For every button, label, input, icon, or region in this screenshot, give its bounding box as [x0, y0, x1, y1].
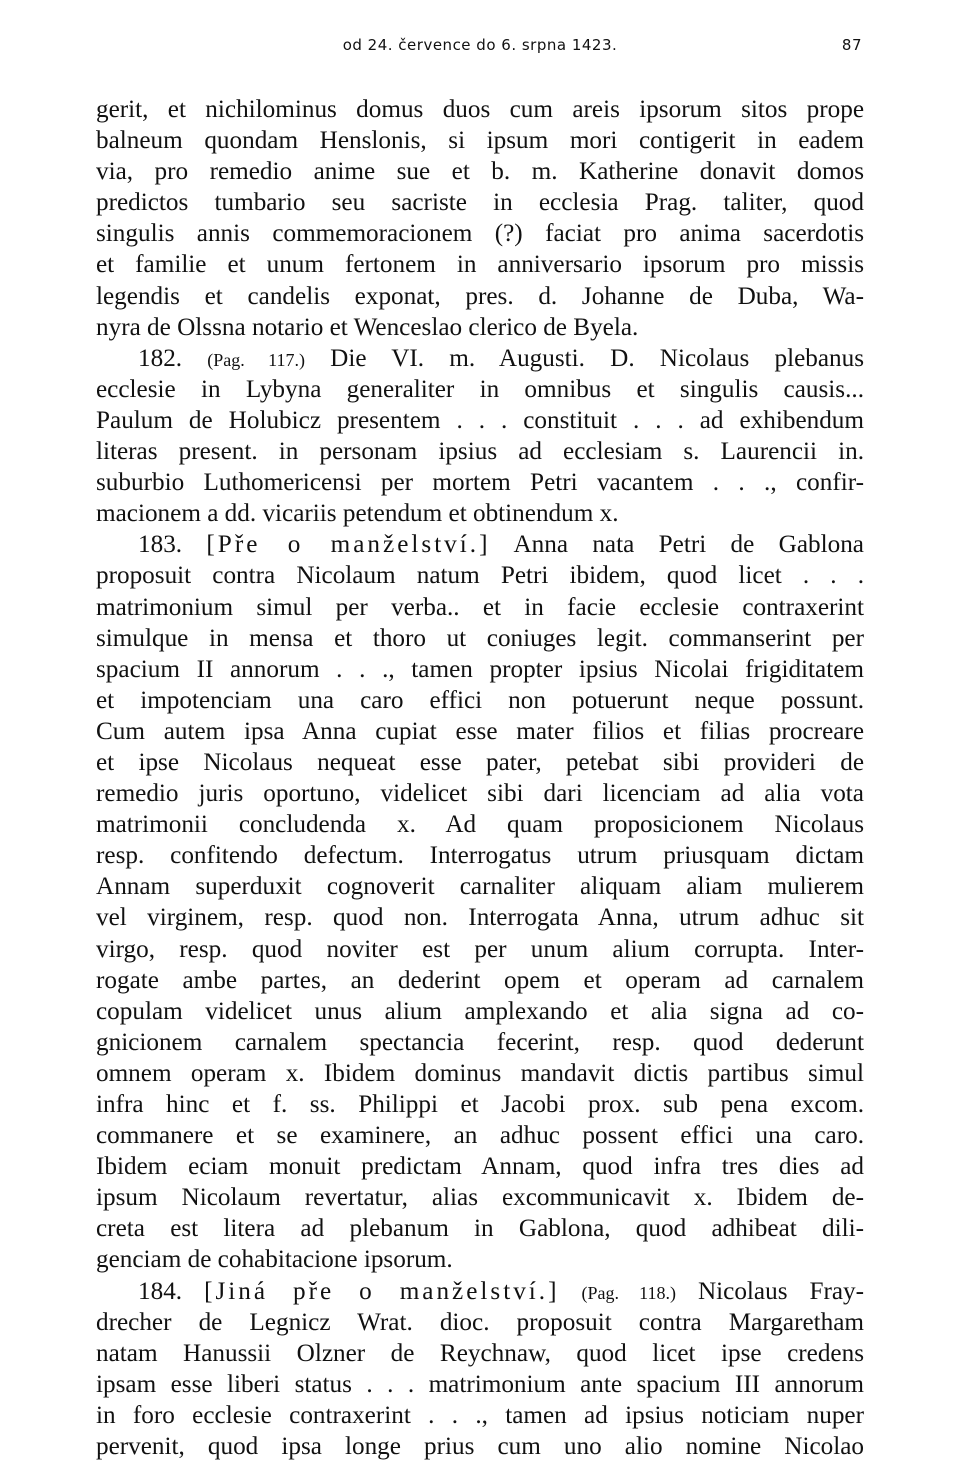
text-line: ipsum Nicolaum revertatur, alias excommunicavit x. Ibidem de-	[96, 1184, 864, 1212]
text-line: legendis et candelis exponat, pres. d. Johanne de Duba, Wa-	[96, 282, 864, 310]
entry-first-line	[96, 343, 864, 374]
entry-183	[96, 529, 864, 1275]
text-line: macionem a dd. vicariis petendum et obtinendum x.	[96, 500, 619, 528]
text-line: literas present. in personam ipsius ad ecclesiam s. Laurencii in.	[96, 438, 864, 466]
running-head	[96, 36, 864, 66]
entry-184	[96, 1276, 864, 1462]
entry-number: 184.	[138, 1277, 183, 1305]
entry-number: 183.	[138, 531, 183, 559]
page-reference: (Pag. 118.)	[581, 1282, 676, 1303]
entry-heading: [Jiná pře o manželství.]	[204, 1277, 560, 1305]
entry-first-line	[96, 529, 864, 560]
text-line: natam Hanussii Olzner de Reychnaw, quod licet ipse credens	[96, 1339, 864, 1367]
text-line: predictos tumbario seu sacriste in ecclesia Prag. taliter, quod	[96, 189, 864, 217]
text-line: copulam videlicet unus alium amplexando et alia signa ad co-	[96, 997, 864, 1025]
text-line: ipsam esse liberi status . . . matrimonium ante spacium III annorum	[96, 1370, 864, 1398]
text-line: proposuit contra Nicolaum natum Petri ibidem, quod licet . . .	[96, 562, 864, 590]
text-line: rogate ambe partes, an dederint opem et operam ad carnalem	[96, 966, 864, 994]
text-line: et ipse Nicolaus nequeat esse pater, petebat sibi provideri de	[96, 748, 864, 776]
entry-181-continuation	[96, 94, 864, 343]
text-line: virgo, resp. quod noviter est per unum alium corrupta. Inter-	[96, 935, 864, 963]
text-line: Paulum de Holubicz presentem . . . constituit . . . ad exhibendum	[96, 406, 864, 434]
entry-first-line	[96, 1276, 864, 1307]
text-line: matrimonium simul per verba.. et in facie ecclesie contraxerint	[96, 593, 864, 621]
text-line: genciam de cohabitacione ipsorum.	[96, 1246, 453, 1274]
text-line: ecclesie in Lybyna generaliter in omnibus et singulis causis...	[96, 375, 864, 403]
text-line: drecher de Legnicz Wrat. dioc. proposuit contra Margaretham	[96, 1308, 864, 1336]
text-line: singulis annis commemoracionem (?) faciat pro anima sacerdotis	[96, 220, 864, 248]
entry-heading: [Pře o manželství.]	[206, 531, 491, 559]
text-line: gnicionem carnalem spectancia fecerint, resp. quod dederunt	[96, 1028, 864, 1056]
text-line: omnem operam x. Ibidem dominus mandavit dictis partibus simul	[96, 1059, 864, 1087]
text-line: simulque in mensa et thoro ut coniuges legit. commanserint per	[96, 624, 864, 652]
text-line: gerit, et nichilominus domus duos cum areis ipsorum sitos prope	[96, 96, 864, 123]
entry-text: Die VI. m. Augusti. D. Nicolaus plebanus	[330, 344, 864, 372]
text-line: Ibidem eciam monuit predictam Annam, quod infra tres dies ad	[96, 1153, 864, 1181]
text-line: pervenit, quod ipsa longe prius cum uno alio nomine Nicolao	[96, 1433, 864, 1461]
text-line: via, pro remedio anime sue et b. m. Katherine donavit domos	[96, 158, 864, 186]
text-line: suburbio Luthomericensi per mortem Petri vacantem . . ., confir-	[96, 469, 864, 497]
text-line: creta est litera ad plebanum in Gablona, quod adhibeat dili-	[96, 1215, 864, 1243]
text-line: infra hinc et f. ss. Philippi et Jacobi prox. sub pena excom.	[96, 1091, 864, 1118]
entry-text: Anna nata Petri de Gablona	[513, 531, 864, 559]
text-line: vel virginem, resp. quod non. Interrogata Anna, utrum adhuc sit	[96, 904, 864, 932]
text-line: remedio juris oportuno, videlicet sibi dari licenciam ad alia vota	[96, 780, 864, 808]
page-number: 87	[841, 36, 862, 54]
text-line: resp. confitendo defectum. Interrogatus utrum priusquam dictam	[96, 842, 864, 870]
text-line: spacium II annorum . . ., tamen propter ipsius Nicolai frigiditatem	[96, 655, 864, 683]
text-line: nyra de Olssna notario et Wenceslao clerico de Byela.	[96, 313, 639, 341]
document-page	[96, 36, 864, 1462]
text-line: Cum autem ipsa Anna cupiat esse mater filios et filias procreare	[96, 717, 864, 745]
running-head-title: od 24. července do 6. srpna 1423.	[342, 36, 618, 54]
entry-number: 182.	[138, 344, 183, 372]
page-reference: (Pag. 117.)	[207, 349, 305, 370]
text-line: balneum quondam Henslonis, si ipsum mori contigerit in eadem	[96, 127, 864, 155]
text-line: et familie et unum fertonem in anniversario ipsorum pro missis	[96, 251, 864, 279]
text-line: Annam superduxit cognoverit carnaliter aliquam aliam mulierem	[96, 873, 864, 901]
body-text	[96, 94, 864, 1462]
entry-text: Nicolaus Fray-	[697, 1277, 864, 1305]
text-line: in foro ecclesie contraxerint . . ., tamen ad ipsius noticiam nuper	[96, 1401, 864, 1429]
text-line: et impotenciam una caro effici non potuerunt neque possunt.	[96, 686, 864, 714]
entry-182	[96, 343, 864, 530]
text-line: matrimonii concludenda x. Ad quam proposicionem Nicolaus	[96, 811, 864, 839]
text-line: commanere et se examinere, an adhuc possent effici una caro.	[96, 1122, 864, 1150]
